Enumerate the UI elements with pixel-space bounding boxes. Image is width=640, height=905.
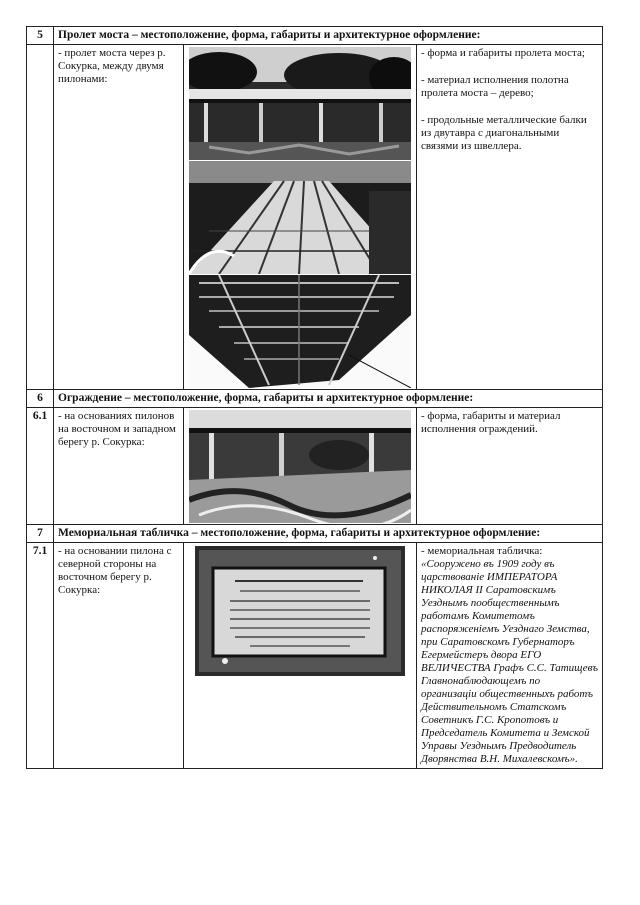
plaque-inscription: «Сооружено въ 1909 году въ царствованіе ИМПЕРАТОРА НИКОЛАЯ II Саратовскимъ Уезднымъ пообщественнымъ работамъ Комитетомъ распоряженіемъ Уезднаго Земства, при Саратовскомъ Губернаторъ Егермейстеръ двора ЕГО ВЕЛИЧЕСТВА Графъ С.С. Татищевъ Главнонаблюдающемъ по организаціи общественныхъ работъ Действительномъ Статскомъ Советникъ Г.С. Кропотовъ и Председатель Комитета и Земской Управы Уезднымъ Предводитель Дворянства В.Н. Михалевскомъ». <box>421 558 598 765</box>
section-5-header-row <box>27 27 603 45</box>
subject-item: - форма, габариты и материал исполнения ограждений. <box>421 410 561 435</box>
location-cell: - пролет моста через р. Сокурка, между двумя пилонами: <box>54 45 184 390</box>
document-page <box>26 26 602 769</box>
section-6-content-row <box>27 408 603 525</box>
photos-cell <box>184 408 417 525</box>
photos-cell <box>184 543 417 769</box>
section-number: 7 <box>27 525 54 543</box>
subjects-cell <box>417 45 603 390</box>
subject-item: - материал исполнения полотна пролета моста – дерево; <box>421 74 569 99</box>
photos-cell <box>184 45 417 390</box>
empty-number-cell <box>27 45 54 390</box>
heritage-table <box>26 26 603 769</box>
section-7-header-row <box>27 525 603 543</box>
section-number: 5 <box>27 27 54 45</box>
subject-label: - мемориальная табличка: <box>421 545 543 557</box>
subsection-number: 7.1 <box>27 543 54 769</box>
subsection-number: 6.1 <box>27 408 54 525</box>
subjects-cell <box>417 543 603 769</box>
section-5-content-row <box>27 45 603 390</box>
section-number: 6 <box>27 390 54 408</box>
section-title: Ограждение – местоположение, форма, габариты и архитектурное оформление: <box>54 390 603 408</box>
bridge-underside-photo <box>189 275 411 388</box>
location-cell: - на основании пилона с северной стороны на восточном берегу р. Сокурка: <box>54 543 184 769</box>
section-title: Мемориальная табличка – местоположение, форма, габариты и архитектурное оформление: <box>54 525 603 543</box>
section-7-content-row <box>27 543 603 769</box>
railing-photo <box>189 410 411 523</box>
section-title: Пролет моста – местоположение, форма, габариты и архитектурное оформление: <box>54 27 603 45</box>
bridge-span-side-photo <box>189 47 411 160</box>
bridge-deck-photo <box>189 161 411 274</box>
subject-item: - форма и габариты пролета моста; <box>421 47 585 59</box>
subjects-cell <box>417 408 603 525</box>
subject-item: - продольные металлические балки из двутавра с диагональными связями из швеллера. <box>421 114 587 152</box>
memorial-plaque-photo <box>195 546 405 676</box>
location-cell: - на основаниях пилонов на восточном и западном берегу р. Сокурка: <box>54 408 184 525</box>
section-6-header-row <box>27 390 603 408</box>
